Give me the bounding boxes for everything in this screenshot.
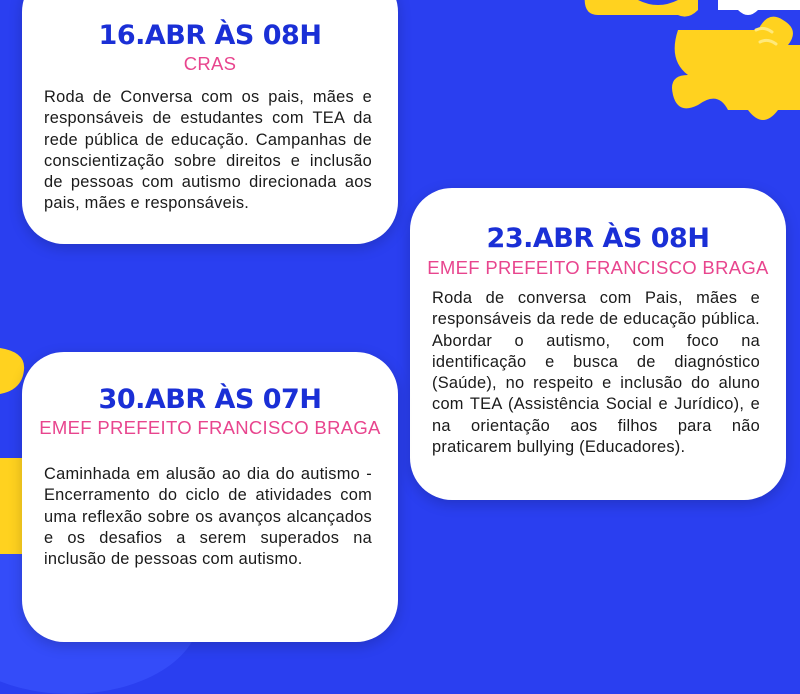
event-date: 16.ABR ÀS 08H: [98, 20, 322, 51]
event-card: [410, 188, 786, 500]
event-description: Caminhada em alusão ao dia do autismo - Encerramento do ciclo de atividades com uma reflexão sobre os avanços alcançados e os desafios a serem superados na inclusão de pessoas com autismo.: [44, 465, 372, 569]
puzzle-piece-icon: [578, 0, 800, 130]
event-date: 30.ABR ÀS 07H: [98, 384, 322, 415]
event-place: EMEF PREFEITO FRANCISCO BRAGA: [39, 417, 381, 438]
puzzle-piece-icon: [0, 458, 24, 554]
event-card: [22, 0, 398, 244]
event-description: Roda de conversa com Pais, mães e responsáveis da rede de educação pública. Abordar o autismo, com foco na identificação e busca de diagnóstico (Saúde), no respeito e inclusão do aluno com TEA (Assistência Social e Jurídico), e na orientação aos filhos para não praticarem bullying (Educadores).: [432, 289, 760, 457]
event-card: [22, 352, 398, 642]
event-place: CRAS: [183, 53, 237, 74]
event-description: Roda de Conversa com os pais, mães e responsáveis de estudantes com TEA da rede pública de educação. Campanhas de conscientização sobre direitos e inclusão de pessoas com autismo direcionada aos pais, mães e responsáveis.: [44, 88, 372, 213]
event-place: EMEF PREFEITO FRANCISCO BRAGA: [427, 257, 769, 278]
event-date: 23.ABR ÀS 08H: [486, 223, 710, 254]
